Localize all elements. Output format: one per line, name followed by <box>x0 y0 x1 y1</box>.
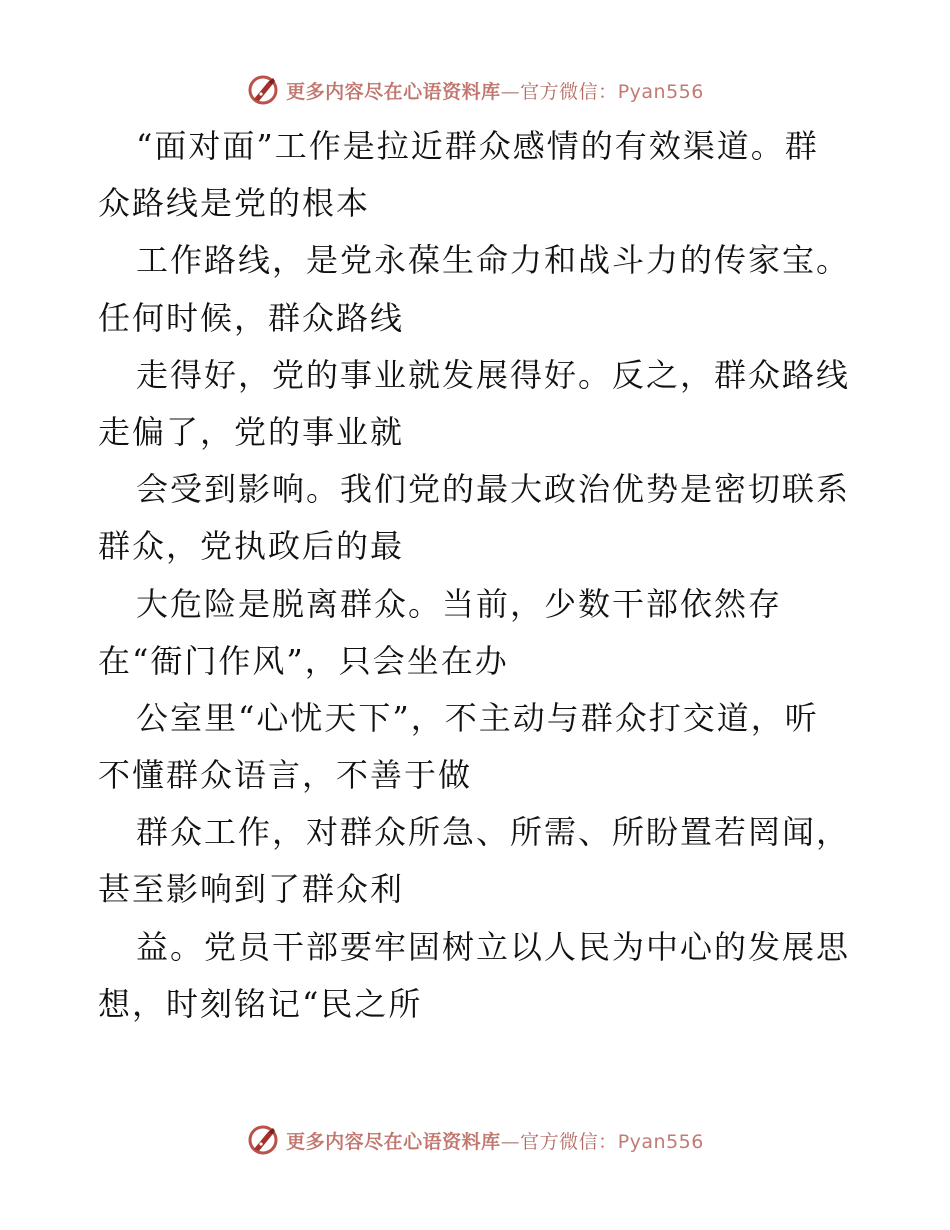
text-line: 甚至影响到了群众利 <box>98 870 405 909</box>
watermark-wechat-id: Pyan556 <box>617 80 704 103</box>
text-line: 走得好，党的事业就发展得好。反之，群众路线 <box>136 355 851 394</box>
document-body <box>98 118 858 1033</box>
pen-nib-circle-icon <box>246 73 280 107</box>
watermark-main-text: 更多内容尽在心语资料库 <box>286 1130 501 1153</box>
text-line: 群众，党执政后的最 <box>98 527 405 566</box>
watermark-text <box>286 1127 704 1154</box>
watermark-sub-text: 官方微信： <box>520 1130 618 1153</box>
text-line: 在“衙门作风”，只会坐在办 <box>98 641 509 680</box>
header-watermark <box>0 70 950 110</box>
text-line: 群众工作，对群众所急、所需、所盼置若罔闻， <box>136 813 851 852</box>
text-line: 大危险是脱离群众。当前，少数干部依然存 <box>136 584 783 623</box>
pen-nib-circle-icon <box>246 1123 280 1157</box>
text-line: 众路线是党的根本 <box>98 184 371 223</box>
watermark-separator: — <box>500 80 521 103</box>
text-line: 想，时刻铭记“民之所 <box>98 984 423 1023</box>
watermark-sub-text: 官方微信： <box>520 80 618 103</box>
text-line: 任何时候，群众路线 <box>98 298 405 337</box>
footer-watermark <box>0 1120 950 1160</box>
watermark-wechat-id: Pyan556 <box>617 1130 704 1153</box>
text-line: “面对面”工作是拉近群众感情的有效渠道。群 <box>136 127 819 165</box>
text-line: 公室里“心忧天下”，不主动与群众打交道，听 <box>136 698 819 737</box>
text-line: 会受到影响。我们党的最大政治优势是密切联系 <box>136 470 851 509</box>
text-line: 工作路线，是党永葆生命力和战斗力的传家宝。 <box>136 241 851 280</box>
watermark-text <box>286 77 704 104</box>
text-line: 走偏了，党的事业就 <box>98 412 405 451</box>
watermark-main-text: 更多内容尽在心语资料库 <box>286 80 501 103</box>
text-line: 不懂群众语言，不善于做 <box>98 756 473 795</box>
watermark-separator: — <box>500 1130 521 1153</box>
text-line: 益。党员干部要牢固树立以人民为中心的发展思 <box>136 927 851 966</box>
